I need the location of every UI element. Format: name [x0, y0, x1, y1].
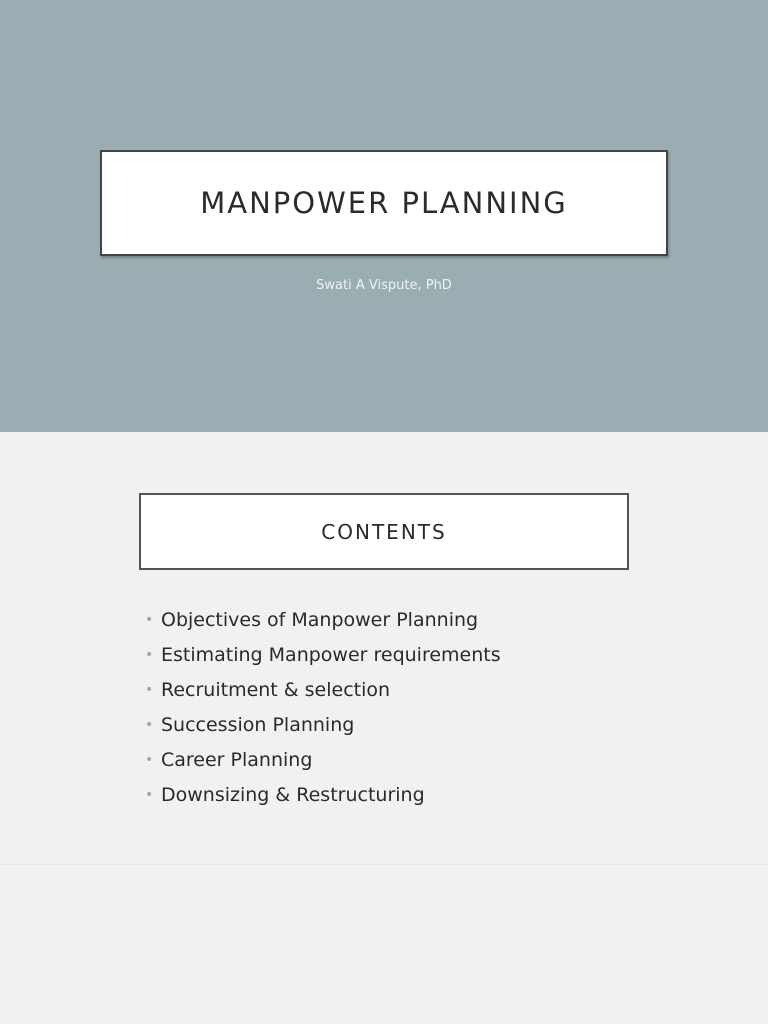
- contents-slide: [0, 432, 768, 864]
- title-box: [100, 150, 668, 256]
- list-item: [145, 637, 501, 672]
- title-slide: [0, 0, 768, 432]
- list-item-label: Recruitment & selection: [161, 678, 391, 701]
- contents-heading: CONTENTS: [321, 519, 447, 544]
- list-item: [145, 707, 501, 742]
- bullet-icon: •: [145, 716, 154, 733]
- list-item: [145, 602, 501, 637]
- slide-divider: [0, 864, 768, 865]
- list-item-label: Career Planning: [161, 748, 313, 771]
- list-item-label: Estimating Manpower requirements: [161, 643, 501, 666]
- bullet-icon: •: [145, 681, 154, 698]
- author-subtitle: Swati A Vispute, PhD: [316, 278, 452, 293]
- bullet-icon: •: [145, 611, 154, 628]
- list-item: [145, 672, 501, 707]
- list-item-label: Objectives of Manpower Planning: [161, 608, 479, 631]
- list-item-label: Succession Planning: [161, 713, 355, 736]
- list-item: [145, 742, 501, 777]
- bullet-icon: •: [145, 786, 154, 803]
- bullet-icon: •: [145, 751, 154, 768]
- contents-heading-box: [139, 493, 629, 570]
- contents-list: [145, 602, 501, 812]
- presentation-title: MANPOWER PLANNING: [200, 186, 568, 220]
- list-item: [145, 777, 501, 812]
- list-item-label: Downsizing & Restructuring: [161, 783, 425, 806]
- bullet-icon: •: [145, 646, 154, 663]
